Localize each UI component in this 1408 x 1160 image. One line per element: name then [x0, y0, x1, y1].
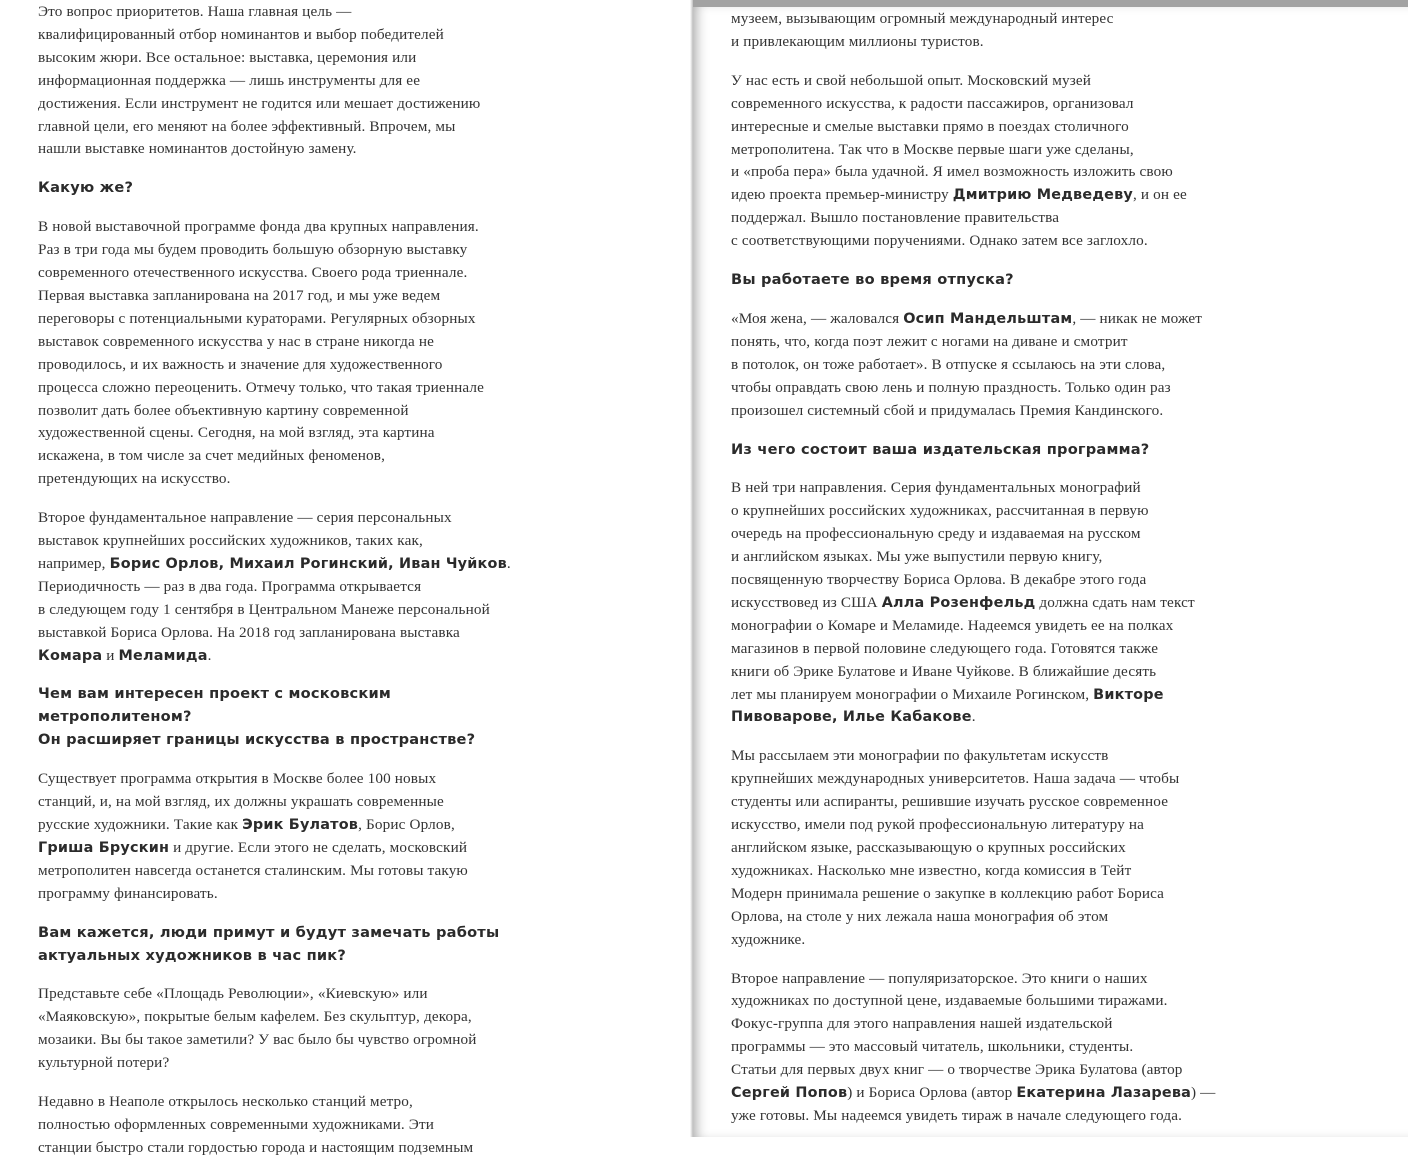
artist-name: Гриша Брускин — [38, 839, 170, 856]
paragraph-text: , и он ее поддержал. Вышло постановление правительства с соответствующими поручениями. Однако затем все заглохло. — [731, 186, 1187, 250]
paragraph — [731, 70, 1239, 253]
interview-question: Вам кажется, люди примут и будут замечать работы актуальных художников в час пик? — [38, 923, 500, 964]
paragraph-text: должна сдать нам текст монографии о Комаре и Меламиде. Надеемся увидеть ее на полках магазинов в первой половине следующего года. Готовятся также книги об Эрике Булатове и Иване Чуйкове. В ближайшие десять лет мы планируем монографии о Михаиле Рогинском, — [731, 593, 1195, 703]
person-name: Сергей Попов — [731, 1085, 848, 1102]
paragraph — [731, 968, 1239, 1128]
paragraph — [38, 507, 548, 667]
artist-name: Меламида — [118, 647, 208, 664]
paragraph-text: ) — уже готовы. Мы надеемся увидеть тираж в начале следующего года. — [731, 1084, 1216, 1124]
person-name: Дмитрию Медведеву — [952, 187, 1133, 204]
interview-question: Какую же? — [38, 179, 134, 197]
interview-question: Чем вам интересен проект с московским метрополитеном? Он расширяет границы искусства в пространстве? — [38, 685, 476, 749]
paragraph-text: Второе направление — популяризаторское. Это книги о наших художниках по доступной цене, издаваемые большими тиражами. Фокус-группа для этого направления нашей издательской программы — это массовый читатель, школьники, студенты. Статьи для первых двух книг — о творчестве Эрика Булатова (автор — [731, 969, 1183, 1079]
paragraph-text: Существует программа открытия в Москве более 100 новых станций, и, на мой взгляд, их должны украшать современные русские художники. Такие как — [38, 770, 444, 833]
paragraph: музеем, вызывающим огромный международный интерес и привлекающим миллионы туристов. — [731, 10, 1114, 50]
left-page — [0, 0, 693, 1156]
paragraph: В новой выставочной программе фонда два крупных направления. Раз в три года мы будем проводить большую обзорную выставку современного отечественного искусства. Своего рода триеннале. Первая выставка запланирована на 2017 год, и мы уже ведем переговоры с потенциальными кураторами. Регулярных обзорных выставок современного искусства у нас в стране никогда не проводилось, и их важность и значение для художественного процесса сложно переоценить. Отмечу только, что такая триеннале позволит дать более объективную картину современной художественной сцены. Сегодня, на мой взгляд, эта картина искажена, в том числе за счет медийных феноменов, претендующих на искусство. — [38, 218, 485, 488]
paragraph: Мы рассылаем эти монографии по факультетам искусств крупнейших международных университетов. Наша задача — чтобы студенты или аспиранты, решившие изучать русское современное искусство, имели под рукой профессиональную литературу на английском языке, рассказывающую о крупных российских художниках. Насколько мне известно, когда комиссия в Тейт Модерн принимала решение о закупке в коллекцию работ Бориса Орлова, на столе у них лежала наша монография об этом художнике. — [731, 747, 1180, 948]
artist-name: Викторе Пивоварове, Илье Кабакове — [731, 686, 1164, 726]
artist-name: Борис Орлов, Михаил Рогинский, Иван Чуйков — [109, 555, 507, 572]
right-page-text — [731, 8, 1239, 1128]
paragraph-text: «Моя жена, — жаловался — [731, 309, 904, 327]
paragraph: Это вопрос приоритетов. Наша главная цель — квалифицированный отбор номинантов и выбор победителей высоким жюри. Все остальное: выставка, церемония или информационная поддержка — лишь инструменты для ее достижения. Если инструмент не годится или мешает достижению главной цели, его меняют на более эффективный. Впрочем, мы нашли выставке номинантов достойную замену. — [38, 3, 481, 158]
left-page-text — [38, 1, 548, 1160]
paragraph-text: , Борис Орлов, — [358, 816, 455, 833]
person-name: Екатерина Лазарева — [1016, 1085, 1192, 1102]
paragraph-text: . — [971, 708, 976, 726]
paragraph-text: ) и Бориса Орлова (автор — [847, 1084, 1017, 1102]
paragraph-text: . Периодичность — раз в два года. Программа открывается в следующем году 1 сентября в Центральном Манеже персональной выставкой Бориса Орлова. На 2018 год запланирована выставка — [38, 554, 511, 641]
artist-name: Эрик Булатов — [242, 817, 359, 833]
paragraph-text: и — [102, 646, 119, 664]
right-page — [693, 0, 1408, 1137]
paragraph: Представьте себе «Площадь Революции», «Киевскую» или «Маяковскую», покрытые белым кафелем. Без скульптур, декора, мозаики. Вы бы такое заметили? У вас было бы чувство огромной культурной потери? — [38, 985, 477, 1072]
paragraph: Недавно в Неаполе открылось несколько станций метро, полностью оформленных современными художниками. Эти станции быстро стали гордостью города и настоящим подземным — [38, 1093, 474, 1156]
interview-question: Вы работаете во время отпуска? — [731, 271, 1014, 289]
interview-question: Из чего состоит ваша издательская программа? — [731, 440, 1150, 458]
artist-name: Комара — [38, 647, 103, 664]
paragraph-text: . — [207, 646, 212, 664]
paragraph-text: В ней три направления. Серия фундаментальных монографий о крупнейших российских художниках, рассчитанная в первую очередь на профессиональную среду и издаваемая на русском и английском языках. Мы уже выпустили первую книгу, посвященную творчеству Бориса Орлова. В декабре этого года искусствовед из США — [731, 479, 1149, 611]
paragraph-text: У нас есть и свой небольшой опыт. Московский музей современного искусства, к радости пассажиров, организовал интересные и смелые выставки прямо в поездах столичного метрополитена. Так что в Москве первые шаги уже сделаны, и «проба пера» была удачной. Я имел возможность изложить свою идею проекта премьер-министру — [731, 71, 1173, 204]
paragraph-text: , — никак не может понять, что, когда поэт лежит с ногами на диване и смотрит в потолок, он тоже работает». В отпуске я ссылаюсь на эти слова, чтобы оправдать свою лень и полную праздность. Только один раз произошел системный сбой и придумалась Премия Кандинского. — [731, 309, 1203, 419]
person-name: Осип Мандельштам — [903, 310, 1073, 327]
paragraph-text: и другие. Если этого не сделать, московский метрополитен навсегда останется сталинским. Мы готовы такую программу финансировать. — [38, 838, 468, 902]
person-name: Алла Розенфельд — [881, 594, 1036, 611]
paragraph-text: Второе фундаментальное направление — серия персональных выставок крупнейших российских художников, таких как, например, — [38, 509, 452, 572]
paragraph — [731, 308, 1239, 423]
paragraph — [731, 477, 1239, 729]
paragraph — [38, 768, 548, 905]
